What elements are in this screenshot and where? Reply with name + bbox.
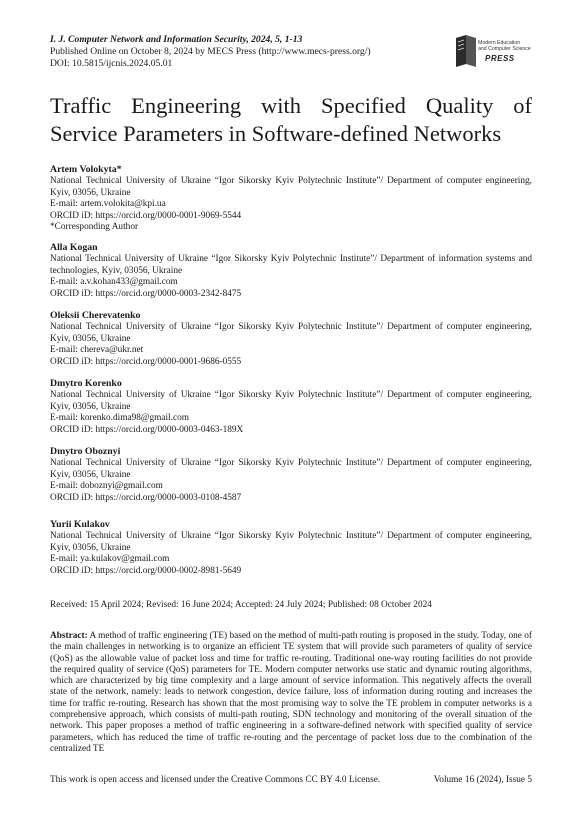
license-note: This work is open access and licensed under the Creative Commons CC BY 4.0 License. <box>50 775 381 785</box>
author-email: E-mail: ya.kulakov@gmail.com <box>50 554 170 565</box>
publication-info: Published Online on October 8, 2024 by MECS Press (http://www.mecs-press.org/) <box>50 46 371 57</box>
abstract <box>50 631 532 755</box>
author-orcid: ORCID iD: https://orcid.org/0000-0003-0463-189X <box>50 424 244 435</box>
paper-title: Traffic Engineering with Specified Quality of Service Parameters in Software-defined Networks <box>50 93 532 146</box>
author-affiliation: National Technical University of Ukraine “Igor Sikorsky Kyiv Polytechnic Institute”/ Department of computer engineering, Kyiv, 03056, Ukraine <box>50 531 532 553</box>
abstract-text: A method of traffic engineering (TE) based on the method of multi-path routing is proposed in the study. Today, one of the main challenges in networking is to organize an efficient TE system that will provide such parameters of quality of service (QoS) as the allowable value of packet loss and time for traffic re-routing. Traditional one-way routing facilities do not provide the required quality of service (QoS) parameters for TE. Modern computer networks use static and dynamic routing algorithms, which are characterized by big time complexity and a large amount of service information. This negatively affects the overall state of the network, namely: leads to network congestion, device failure, loss of information during routing and increases the time for traffic re-routing. Research has shown that the most promising way to solve the TE problem in computer networks is a comprehensive approach, which consists of multi-path routing, SDN technology and monitoring of the overall situation of the network. This paper proposes a method of traffic engineering in a software-defined network with specified quality of service parameters, which has reduced the time of traffic re-routing and the percentage of packet loss due to the combination of the centralized TE <box>50 631 532 754</box>
author-orcid: ORCID iD: https://orcid.org/0000-0002-8981-5649 <box>50 565 242 576</box>
abstract-label: Abstract: <box>50 631 88 641</box>
author-block <box>50 519 532 577</box>
logo-text: Modern Education and Computer Science <box>478 40 531 52</box>
author-email: E-mail: doboznyi@gmail.com <box>50 481 163 492</box>
author-block <box>50 310 532 368</box>
mecs-press-logo <box>452 32 534 72</box>
publication-dates: Received: 15 April 2024; Revised: 16 June 2024; Accepted: 24 July 2024; Published: 08 October 2024 <box>50 600 432 610</box>
author-affiliation: National Technical University of Ukraine “Igor Sikorsky Kyiv Polytechnic Institute”/ Department of information systems and technologies, Kyiv, 03056, Ukraine <box>50 254 532 276</box>
author-block <box>50 164 532 233</box>
author-name: Artem Volokyta* <box>50 164 122 175</box>
author-affiliation: National Technical University of Ukraine “Igor Sikorsky Kyiv Polytechnic Institute”/ Department of computer engineering, Kyiv, 03056, Ukraine <box>50 458 532 480</box>
book-logo-icon <box>452 34 478 68</box>
author-orcid: ORCID iD: https://orcid.org/0000-0001-9069-5544 <box>50 210 242 221</box>
logo-press: PRESS <box>485 54 515 63</box>
author-name: Yurii Kulakov <box>50 519 110 530</box>
author-email: E-mail: korenko.dima98@gmail.com <box>50 413 189 424</box>
author-name: Dmytro Korenko <box>50 378 122 389</box>
author-name: Alla Kogan <box>50 242 98 253</box>
page-footer <box>50 775 532 785</box>
author-affiliation: National Technical University of Ukraine “Igor Sikorsky Kyiv Polytechnic Institute”/ Department of computer engineering, Kyiv, 03056, Ukraine <box>50 322 532 344</box>
author-email: E-mail: chereva@ukr.net <box>50 345 144 356</box>
author-email: E-mail: artem.volokita@kpi.ua <box>50 199 166 210</box>
author-name: Dmytro Oboznyi <box>50 446 121 457</box>
author-affiliation: National Technical University of Ukraine “Igor Sikorsky Kyiv Polytechnic Institute”/ Department of computer engineering, Kyiv, 03056, Ukraine <box>50 390 532 412</box>
volume-issue: Volume 16 (2024), Issue 5 <box>433 775 532 785</box>
author-name: Oleksii Cherevatenko <box>50 310 141 321</box>
journal-header <box>50 34 371 70</box>
author-email: E-mail: a.v.kohan433@gmail.com <box>50 277 178 288</box>
corresponding-note: *Corresponding Author <box>50 222 139 233</box>
author-block <box>50 242 532 300</box>
author-orcid: ORCID iD: https://orcid.org/0000-0003-2342-8475 <box>50 288 242 299</box>
journal-citation: I. J. Computer Network and Information Security, 2024, 5, 1-13 <box>50 34 303 45</box>
doi: DOI: 10.5815/ijcnis.2024.05.01 <box>50 58 173 69</box>
author-affiliation: National Technical University of Ukraine “Igor Sikorsky Kyiv Polytechnic Institute”/ Department of computer engineering, Kyiv, 03056, Ukraine <box>50 176 532 198</box>
author-block <box>50 446 532 504</box>
author-block <box>50 378 532 436</box>
author-orcid: ORCID iD: https://orcid.org/0000-0003-0108-4587 <box>50 492 242 503</box>
author-orcid: ORCID iD: https://orcid.org/0000-0001-9686-0555 <box>50 356 242 367</box>
